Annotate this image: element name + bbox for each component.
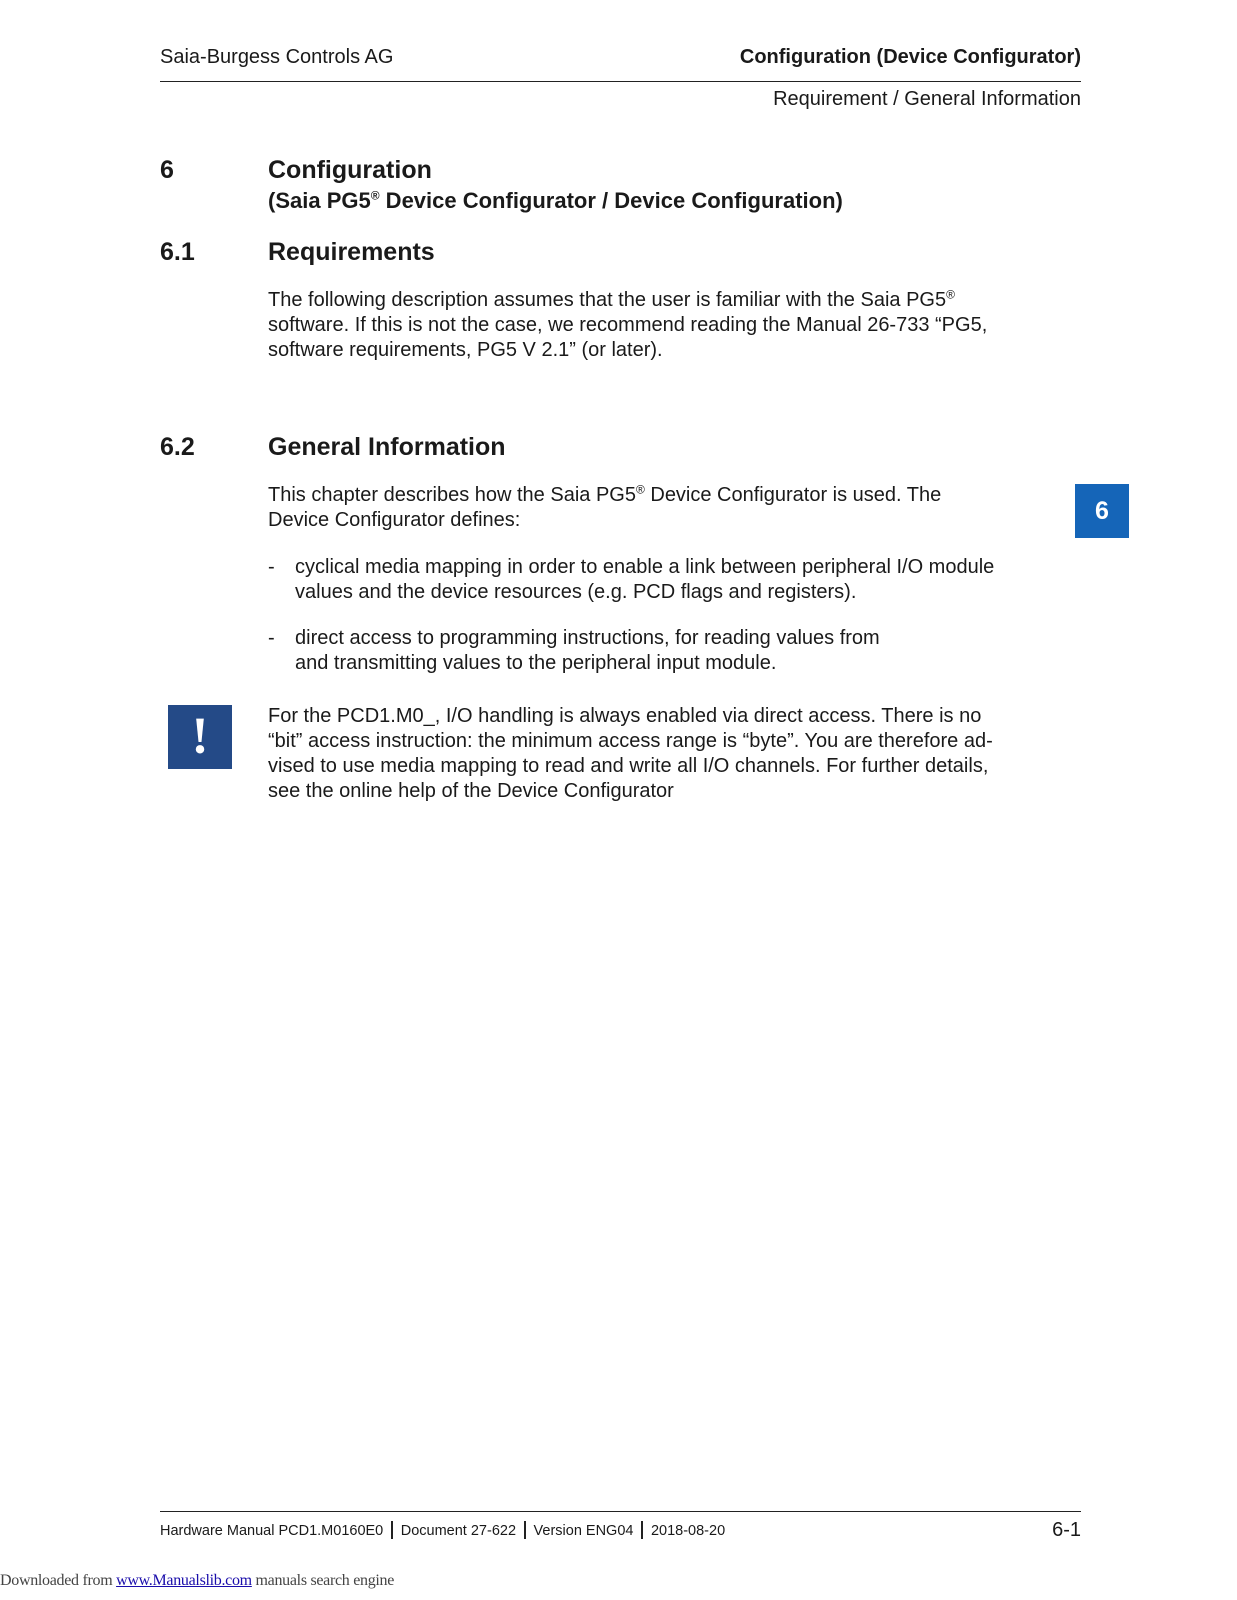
header-section: Configuration (Device Configurator) [739, 46, 1081, 68]
section-6-2-number: 6.2 [160, 433, 195, 461]
chapter-subtitle: (Saia PG5® Device Configurator / Device Configuration) [268, 188, 843, 213]
section-6-1-number: 6.1 [160, 238, 195, 266]
download-banner: Downloaded from www.Manualslib.com manuals search engine [0, 1572, 395, 1589]
footer-info: Hardware Manual PCD1.M0160E0 Document 27-622 Version ENG04 2018-08-20 [160, 1523, 726, 1539]
header-divider [160, 81, 1081, 82]
warning-exclamation-icon: ! [168, 705, 232, 769]
manualslib-link[interactable]: www.Manualslib.com [116, 1572, 252, 1589]
header-company: Saia-Burgess Controls AG [160, 46, 394, 68]
list-item: - cyclical media mapping in order to enable a link between peripheral I/O module values and the device resources (e.g. PCD flags and registers). [268, 556, 995, 603]
header-subsection: Requirement / General Information [773, 88, 1081, 110]
section-6-1-title: Requirements [268, 238, 435, 266]
chapter-title: Configuration [268, 156, 432, 184]
chapter-tab-marker: 6 [1075, 484, 1129, 538]
footer-divider [160, 1511, 1081, 1512]
note-paragraph: For the PCD1.M0_, I/O handling is always enabled via direct access. There is no “bit” access instruction: the minimum access range is “byte”. You are therefore ad- vised to use media mapping to read and write all I/O channels. For further details, see the online help of the Device Configurator [268, 705, 993, 802]
list-item: - direct access to programming instructions, for reading values from and transmitting values to the peripheral input module. [268, 627, 880, 674]
chapter-number: 6 [160, 156, 174, 184]
page-number: 6-1 [1052, 1519, 1081, 1541]
requirements-paragraph: The following description assumes that the user is familiar with the Saia PG5® software. If this is not the case, we recommend reading the Manual 26-733 “PG5, software requirements, PG5 V 2.1” (or later). [268, 287, 988, 361]
general-info-intro: This chapter describes how the Saia PG5® Device Configurator is used. The Device Configurator defines: [268, 482, 942, 531]
section-6-2-title: General Information [268, 433, 506, 461]
